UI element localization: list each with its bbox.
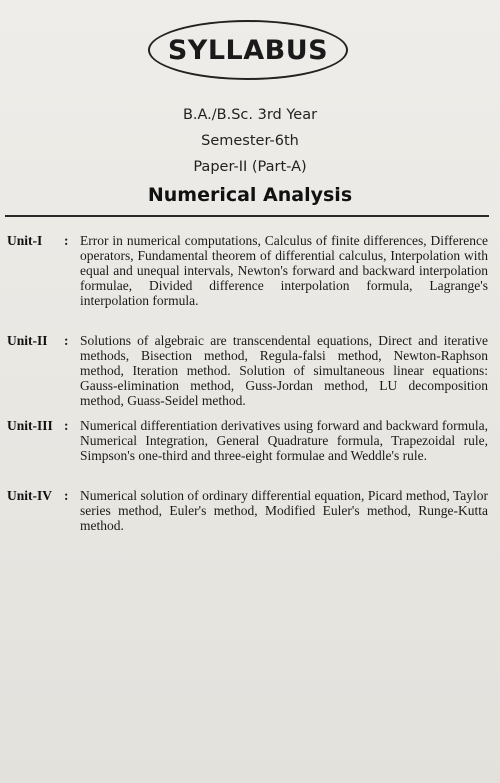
header-divider xyxy=(5,215,489,217)
unit-colon: : xyxy=(64,233,69,248)
unit-colon: : xyxy=(64,333,69,348)
semester-heading: Semester-6th xyxy=(201,133,299,149)
course-heading: B.A./B.Sc. 3rd Year xyxy=(182,107,318,123)
syllabus-title-oval xyxy=(148,20,348,80)
unit-description: Error in numerical computations, Calculus of finite differences, Difference operators, Fundamental theorem of differential calculus, Interpolation with equal and unequal intervals, Newton's forward and backward interpolation formulae, Divided difference interpolation formula, Lagrange's interpolation formula. xyxy=(80,233,488,308)
unit-label: Unit-II xyxy=(7,333,48,348)
unit-description: Numerical differentiation derivatives using forward and backward formula, Numerical Integration, General Quadrature formula, Trapezoidal rule, Simpson's one-third and three-eight formulae and Weddle's rule. xyxy=(80,418,488,463)
unit-label: Unit-I xyxy=(7,233,43,248)
unit-label: Unit-IV xyxy=(7,488,53,503)
paper-heading: Paper-II (Part-A) xyxy=(193,159,307,175)
unit-colon: : xyxy=(64,488,69,503)
unit-label: Unit-III xyxy=(7,418,53,433)
unit-description: Solutions of algebraic are transcendental equations, Direct and iterative methods, Bisection method, Regula-falsi method, Newton-Raphson method, Iteration method. Solution of simultaneous linear equations: Gauss-elimination method, Guss-Jordan method, LU decomposition method, Guass-Seidel method. xyxy=(80,333,488,408)
syllabus-title: SYLLABUS xyxy=(167,34,329,66)
unit-description: Numerical solution of ordinary differential equation, Picard method, Taylor series method, Euler's method, Modified Euler's method, Runge-Kutta method. xyxy=(80,488,488,533)
unit-colon: : xyxy=(64,418,69,433)
subject-title: Numerical Analysis xyxy=(147,184,353,206)
